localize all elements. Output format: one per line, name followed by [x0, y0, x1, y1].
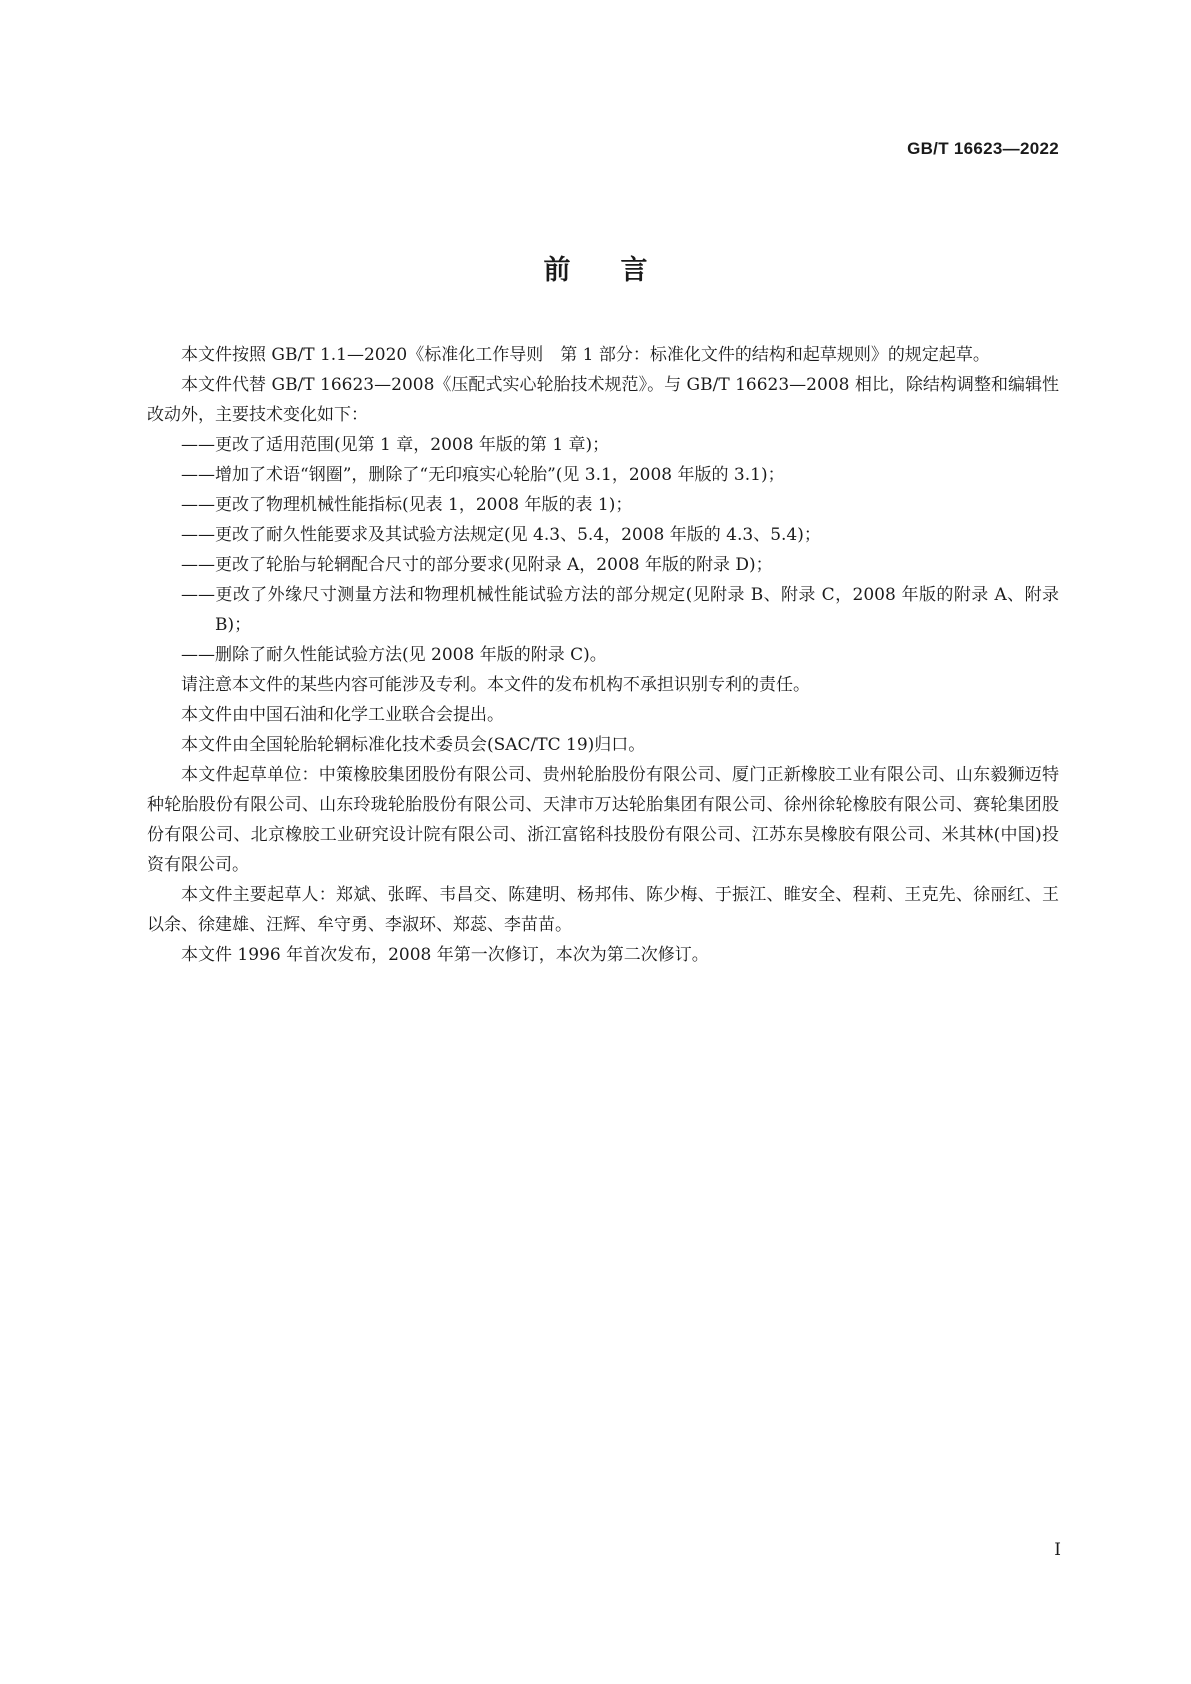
paragraph-drafting-rules: 本文件按照 GB/T 1.1—2020《标准化工作导则 第 1 部分：标准化文件的结构和起草规则》的规定起草。	[181, 345, 990, 365]
change-item: ——更改了适用范围(见第 1 章，2008 年版的第 1 章)；	[181, 435, 610, 455]
paragraph-replaces: 本文件代替 GB/T 16623—2008《压配式实心轮胎技术规范》。与 GB/T 16623—2008 相比，除结构调整和编辑性改动外，主要技术变化如下：	[147, 375, 1059, 425]
paragraph-drafting-units: 本文件起草单位：中策橡胶集团股份有限公司、贵州轮胎股份有限公司、厦门正新橡胶工业有限公司、山东毅狮迈特种轮胎股份有限公司、山东玲珑轮胎股份有限公司、天津市万达轮胎集团有限公司、徐州徐轮橡胶有限公司、赛轮集团股份有限公司、北京橡胶工业研究设计院有限公司、浙江富铭科技股份有限公司、江苏东昊橡胶有限公司、米其林(中国)投资有限公司。	[147, 765, 1059, 875]
foreword-body	[147, 340, 1059, 970]
change-item: ——更改了耐久性能要求及其试验方法规定(见 4.3、5.4，2008 年版的 4.3、5.4)；	[181, 525, 821, 545]
change-item: ——更改了外缘尺寸测量方法和物理机械性能试验方法的部分规定(见附录 B、附录 C，2008 年版的附录 A、附录 B)；	[181, 585, 1059, 635]
paragraph-drafters: 本文件主要起草人：郑斌、张晖、韦昌交、陈建明、杨邦伟、陈少梅、于振江、睢安全、程莉、王克先、徐丽红、王以余、徐建雄、汪辉、牟守勇、李淑环、郑蕊、李苗苗。	[147, 885, 1059, 935]
document-code: GB/T 16623—2022	[907, 139, 1059, 158]
change-item: ——删除了耐久性能试验方法(见 2008 年版的附录 C)。	[181, 645, 607, 665]
change-item: ——增加了术语“钢圈”，删除了“无印痕实心轮胎”(见 3.1，2008 年版的 3.1)；	[181, 465, 785, 485]
paragraph-patent-notice: 请注意本文件的某些内容可能涉及专利。本文件的发布机构不承担识别专利的责任。	[181, 675, 810, 695]
paragraph-proposer: 本文件由中国石油和化学工业联合会提出。	[181, 705, 504, 725]
page-number: I	[1054, 1540, 1061, 1560]
page-title: 前言	[543, 255, 698, 286]
paragraph-revision-history: 本文件 1996 年首次发布，2008 年第一次修订，本次为第二次修订。	[181, 945, 709, 965]
change-item: ——更改了轮胎与轮辋配合尺寸的部分要求(见附录 A，2008 年版的附录 D)；	[181, 555, 773, 575]
change-item: ——更改了物理机械性能指标(见表 1，2008 年版的表 1)；	[181, 495, 633, 515]
paragraph-technical-committee: 本文件由全国轮胎轮辋标准化技术委员会(SAC/TC 19)归口。	[181, 735, 646, 755]
